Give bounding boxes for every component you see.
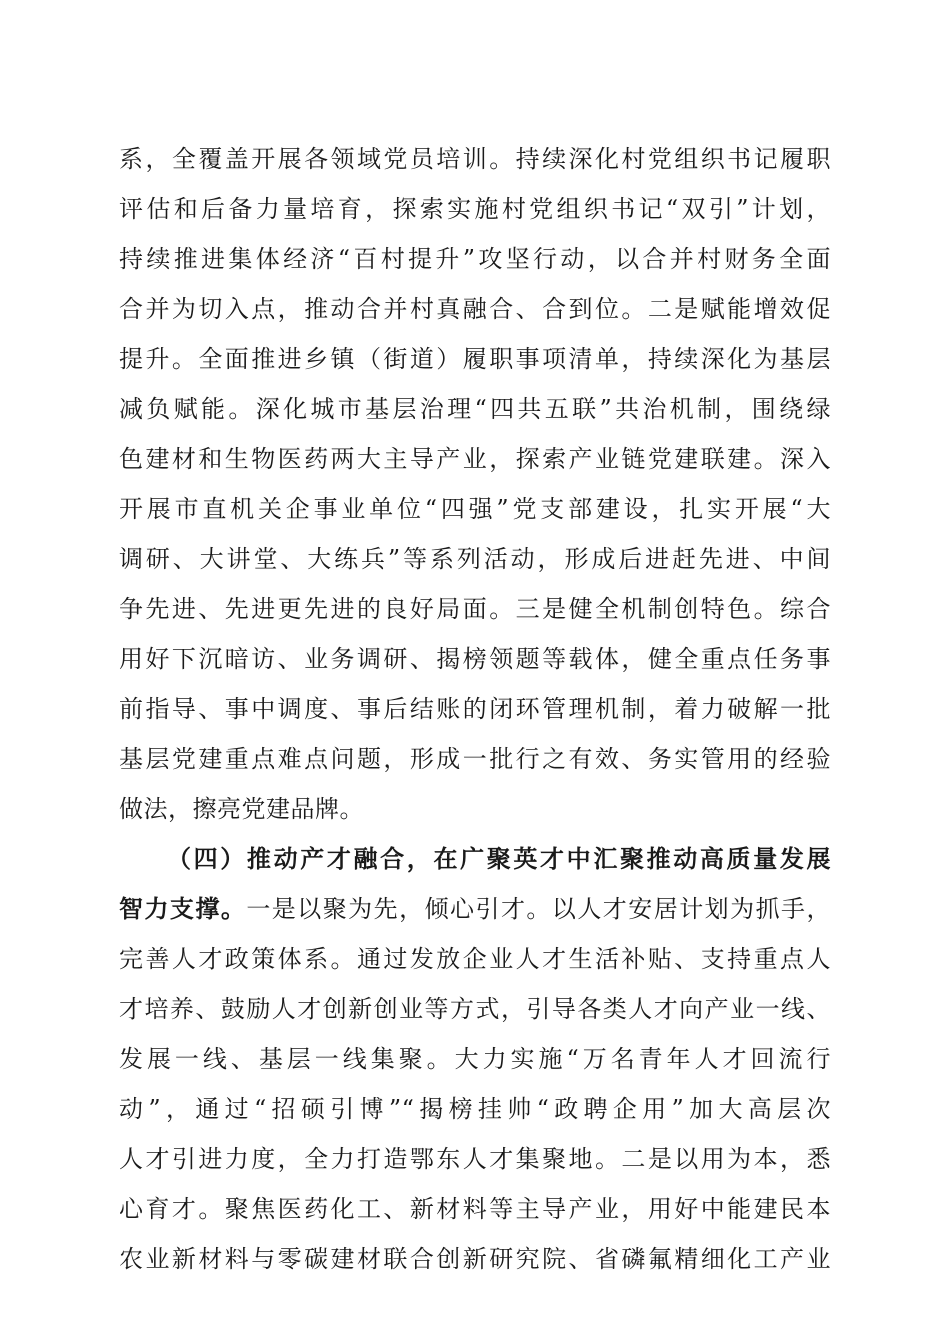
- text-line: 用好下沉暗访、业务调研、揭榜领题等载体，健全重点任务事: [119, 645, 831, 673]
- text-line: 农业新材料与零碳建材联合创新研究院、省磷氟精细化工产业: [119, 1245, 831, 1273]
- text-line: 合并为切入点，推动合并村真融合、合到位。二是赋能增效促: [119, 295, 831, 323]
- section-heading-end: 智力支撑。: [119, 894, 247, 923]
- text-line: 系，全覆盖开展各领域党员培训。持续深化村党组织书记履职: [119, 145, 831, 173]
- text-line: 才培养、鼓励人才创新创业等方式，引导各类人才向产业一线、: [119, 995, 831, 1023]
- text-line: 评估和后备力量培育，探索实施村党组织书记“双引”计划，: [119, 195, 831, 223]
- section-heading-continuation: [119, 889, 831, 929]
- text-line: 色建材和生物医药两大主导产业，探索产业链党建联建。深入: [119, 445, 831, 473]
- text-line: 动”，通过“招硕引博”“揭榜挂帅“政聘企用”加大高层次: [119, 1095, 831, 1123]
- text-line: 完善人才政策体系。通过发放企业人才生活补贴、支持重点人: [119, 945, 831, 973]
- text-line: 发展一线、基层一线集聚。大力实施“万名青年人才回流行: [119, 1045, 831, 1073]
- text-line: 前指导、事中调度、事后结账的闭环管理机制，着力破解一批: [119, 695, 831, 723]
- text-line: 提升。全面推进乡镇（街道）履职事项清单，持续深化为基层: [119, 345, 831, 373]
- section-text: 一是以聚为先，倾心引才。以人才安居计划为抓手，: [246, 895, 832, 923]
- text-line: 做法，擦亮党建品牌。: [119, 795, 364, 823]
- text-line: 人才引进力度，全力打造鄂东人才集聚地。二是以用为本，悉: [119, 1145, 831, 1173]
- text-line: 心育才。聚焦医药化工、新材料等主导产业，用好中能建民本: [119, 1195, 831, 1223]
- text-line: 持续推进集体经济“百村提升”攻坚行动，以合并村财务全面: [119, 245, 831, 273]
- text-line: 争先进、先进更先进的良好局面。三是健全机制创特色。综合: [119, 595, 831, 623]
- section-heading: （四）推动产才融合，在广聚英才中汇聚推动高质量发展: [167, 844, 831, 873]
- text-line: 开展市直机关企事业单位“四强”党支部建设，扎实开展“大: [119, 495, 831, 523]
- text-line: 减负赋能。深化城市基层治理“四共五联”共治机制，围绕绿: [119, 395, 831, 423]
- text-line: 调研、大讲堂、大练兵”等系列活动，形成后进赶先进、中间: [119, 545, 831, 573]
- text-line: 基层党建重点难点问题，形成一批行之有效、务实管用的经验: [119, 745, 831, 773]
